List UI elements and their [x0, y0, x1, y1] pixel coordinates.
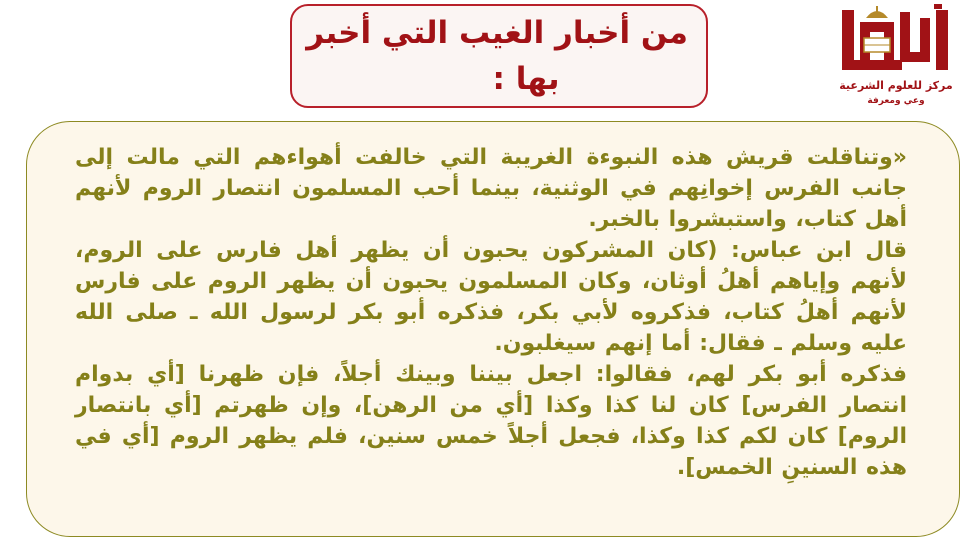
logo	[834, 4, 958, 114]
logo-sub-tagline: وعي ومعرفة	[867, 96, 925, 106]
logo-tagline: مركز للعلوم الشرعية	[839, 79, 953, 92]
content-box	[26, 121, 960, 537]
paragraph-1: «وتناقلت قريش هذه النبوءة الغريبة التي خالفت أهواءهم التي مالت إلى جانب الفرس إخوانِهم في الوثنية، بينما أحب المسلمون انتصار الروم لأنهم أهل كتاب، واستبشروا بالخبر.	[75, 145, 907, 232]
paragraph-3: فذكره أبو بكر لهم، فقالوا: اجعل بيننا وبينك أجلاً، فإن ظهرنا [أي بدوام انتصار الفرس] كان لنا كذا وكذا [أي من الرهن]، وإن ظهرتم [أي بانتصار الروم] كان لكم كذا وكذا، فجعل أجلاً خمس سنين، فلم يظهر الروم [أي في هذه السنينِ الخمس].	[75, 362, 907, 480]
paragraph-2: قال ابن عباس: (كان المشركون يحبون أن يظهر أهل فارس على الروم، لأنهم وإياهم أهلُ أوثان، وكان المسلمون يحبون أن يظهر الروم على فارس لأنهم أهلُ كتاب، فذكروه لأبي بكر، فذكره أبو بكر لرسول الله ـ صلى الله عليه وسلم ـ فقال: أما إنهم سيغلبون.	[75, 238, 907, 356]
title-box	[290, 4, 708, 108]
title-line-1: من أخبار الغيب التي أخبر	[306, 15, 688, 51]
title-line-2: بها :	[492, 61, 560, 97]
ihkam-logo-icon	[838, 4, 954, 78]
